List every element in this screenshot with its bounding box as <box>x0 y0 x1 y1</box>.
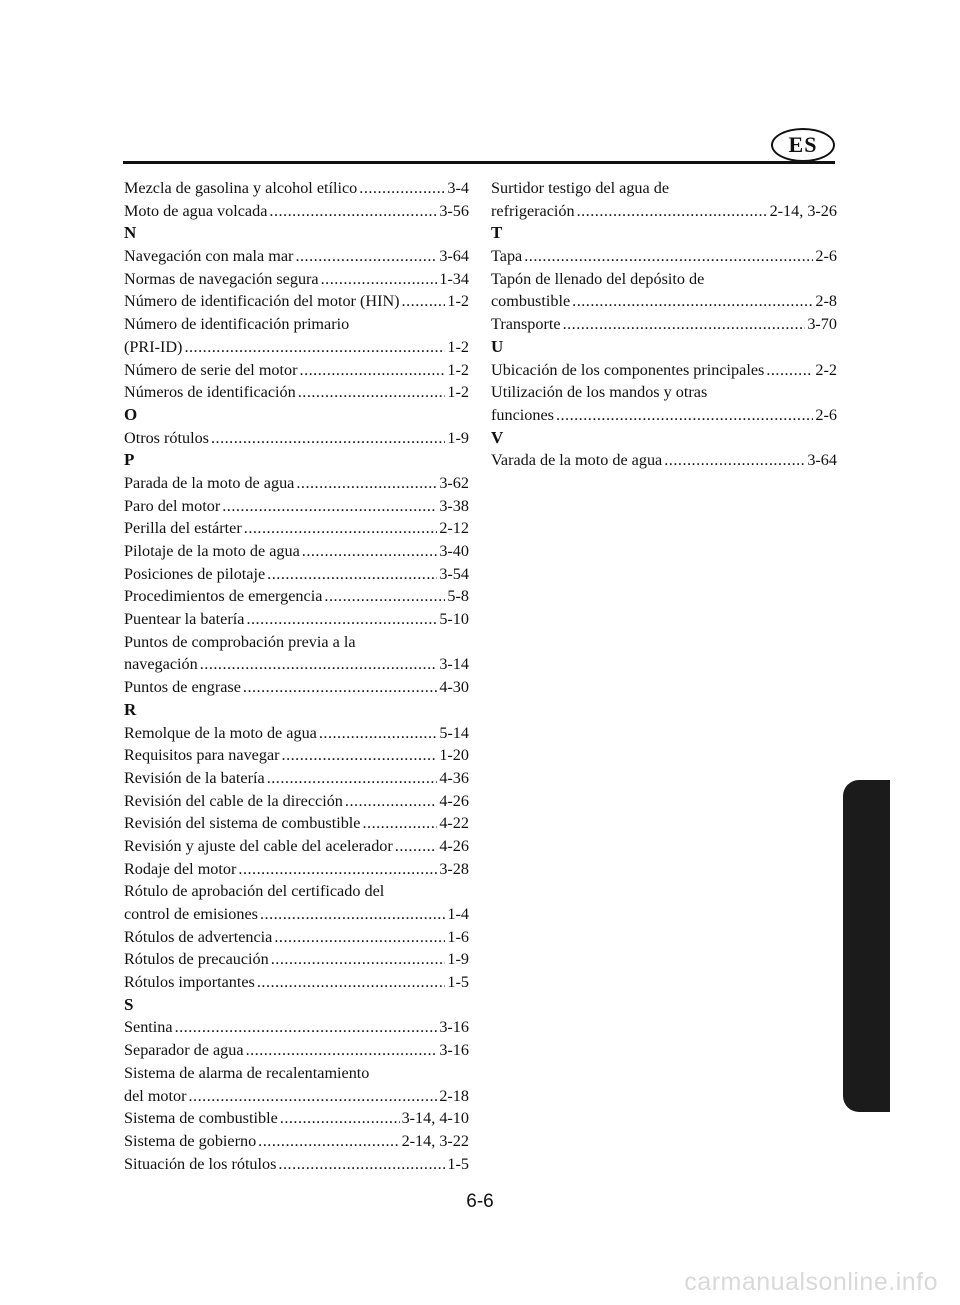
index-entry-term: Tapa <box>491 247 523 266</box>
index-entry-page: 2-6 <box>815 405 837 424</box>
index-entry-continued: Número de identificación primario <box>124 315 350 334</box>
index-entry-page: 3-64 <box>807 451 837 470</box>
index-entry-page: 4-36 <box>439 768 469 787</box>
dot-leader <box>295 245 437 268</box>
index-entry-continued: Tapón de llenado del depósito de <box>491 269 705 288</box>
index-entry <box>124 585 469 608</box>
index-entry <box>124 563 469 586</box>
index-entry-term: del motor <box>124 1086 187 1105</box>
index-entry-term: Rótulos de advertencia <box>124 927 273 946</box>
index-entry-page: 5-8 <box>447 587 469 606</box>
dot-leader <box>556 404 813 427</box>
dot-leader <box>524 245 813 268</box>
index-entry <box>124 495 469 518</box>
index-entry-page: 1-9 <box>447 428 469 447</box>
index-entry-page: 1-4 <box>447 905 469 923</box>
index-entry-page: 3-28 <box>439 859 469 878</box>
index-entry-term: Rótulos importantes <box>124 973 255 992</box>
dot-leader <box>269 200 437 223</box>
index-entry-term: Puentear la batería <box>124 610 245 629</box>
index-entry <box>124 608 469 631</box>
index-entry <box>491 200 837 223</box>
index-entry-term: Perilla del estárter <box>124 519 242 538</box>
index-entry-page: 3-14 <box>439 655 469 674</box>
index-entry-page: 3-38 <box>439 496 469 515</box>
index-entry-term: control de emisiones <box>124 905 258 923</box>
index-entry-page: 1-2 <box>447 383 469 402</box>
dot-leader <box>175 1016 438 1039</box>
index-entry-page: 3-14, 4-10 <box>401 1109 469 1128</box>
dot-leader <box>278 1153 445 1176</box>
dot-leader <box>280 1107 400 1130</box>
index-entry <box>124 653 469 676</box>
index-entry-page: 1-2 <box>447 337 469 356</box>
index-entry-term: Parada de la moto de agua <box>124 473 295 492</box>
index-entry <box>124 767 469 790</box>
index-entry-term: (PRI-ID) <box>124 337 183 356</box>
index-letter-heading: R <box>124 699 137 719</box>
index-entry-page: 2-8 <box>815 292 837 311</box>
dot-leader <box>302 540 438 563</box>
index-entry-term: Rótulos de precaución <box>124 950 269 969</box>
index-column-right <box>491 177 837 472</box>
dot-leader <box>274 926 445 949</box>
index-entry-page: 1-5 <box>447 973 469 992</box>
index-entry-continued: Puntos de comprobación previa a la <box>124 632 356 651</box>
index-entry-term: Varada de la moto de agua <box>491 451 663 470</box>
index-entry <box>124 245 469 268</box>
dot-leader <box>246 1039 438 1062</box>
index-entry-page: 1-9 <box>447 950 469 969</box>
index-entry-term: refrigeración <box>491 201 575 220</box>
index-entry <box>491 245 837 268</box>
dot-leader <box>189 1085 438 1108</box>
index-entry <box>124 971 469 994</box>
index-entry-term: Revisión y ajuste del cable del acelerador <box>124 836 393 855</box>
index-entry <box>491 313 837 336</box>
index-entry-term: Puntos de engrase <box>124 678 241 697</box>
dot-leader <box>243 676 437 699</box>
index-entry <box>491 449 837 472</box>
dot-leader <box>211 427 445 450</box>
index-entry-term: Revisión del sistema de combustible <box>124 814 361 833</box>
index-entry-page: 1-20 <box>439 746 469 765</box>
index-entry <box>124 200 469 223</box>
index-letter-heading: N <box>124 223 137 243</box>
dot-leader <box>257 971 446 994</box>
index-entry <box>124 427 469 450</box>
index-entry <box>124 948 469 971</box>
index-entry <box>124 722 469 745</box>
index-entry-term: Revisión de la batería <box>124 768 265 787</box>
watermark: carmanualsonline.info <box>684 1268 938 1296</box>
dot-leader <box>362 812 437 835</box>
index-entry-term: Revisión del cable de la dirección <box>124 791 343 810</box>
index-entry-term: Requisitos para navegar <box>124 746 280 765</box>
index-entry-term: Moto de agua volcada <box>124 201 268 220</box>
dot-leader <box>300 359 446 382</box>
index-entry-page: 1-2 <box>447 360 469 379</box>
section-thumb-tab <box>843 780 890 1112</box>
dot-leader <box>200 653 438 676</box>
dot-leader <box>222 495 437 518</box>
header-rule <box>123 161 835 164</box>
index-entry-page: 3-54 <box>439 564 469 583</box>
index-entry <box>124 790 469 813</box>
index-entry <box>124 1153 469 1176</box>
index-entry-term: navegación <box>124 655 198 674</box>
dot-leader <box>359 177 445 200</box>
index-entry <box>124 1130 469 1153</box>
index-entry <box>124 1016 469 1039</box>
dot-leader <box>664 449 805 472</box>
index-entry-page: 5-14 <box>439 723 469 742</box>
dot-leader <box>563 313 806 336</box>
index-entry-term: Separador de agua <box>124 1041 244 1060</box>
index-entry-page: 1-34 <box>439 269 469 288</box>
dot-leader <box>244 517 438 540</box>
index-entry <box>124 381 469 404</box>
index-entry-term: Sentina <box>124 1018 173 1037</box>
index-entry <box>124 835 469 858</box>
index-entry-page: 2-14, 3-22 <box>401 1131 469 1150</box>
index-entry-page: 4-30 <box>439 678 469 697</box>
index-entry-page: 2-14, 3-26 <box>769 201 837 220</box>
index-entry-term: Número de serie del motor <box>124 360 298 379</box>
index-entry-term: Situación de los rótulos <box>124 1154 277 1173</box>
index-letter-heading: O <box>124 404 138 424</box>
index-entry-continued: Sistema de alarma de recalentamiento <box>124 1063 370 1082</box>
dot-leader <box>395 835 438 858</box>
index-entry-term: Número de identificación del motor (HIN) <box>124 292 400 311</box>
index-entry-term: Otros rótulos <box>124 428 209 447</box>
index-entry-page: 3-70 <box>807 315 837 334</box>
dot-leader <box>260 903 445 926</box>
index-entry <box>124 268 469 291</box>
dot-leader <box>766 359 813 382</box>
index-entry <box>124 359 469 382</box>
dot-leader <box>345 790 437 813</box>
dot-leader <box>271 948 446 971</box>
index-entry-term: Mezcla de gasolina y alcohol etílico <box>124 179 358 197</box>
dot-leader <box>572 290 813 313</box>
index-entry-page: 3-4 <box>447 179 469 197</box>
dot-leader <box>258 1130 399 1153</box>
index-entry-page: 2-2 <box>815 360 837 379</box>
index-entry <box>491 359 837 382</box>
dot-leader <box>267 563 437 586</box>
index-entry-term: Pilotaje de la moto de agua <box>124 542 300 560</box>
dot-leader <box>246 608 437 631</box>
index-entry-term: Posiciones de pilotaje <box>124 564 266 583</box>
dot-leader <box>319 722 437 745</box>
index-entry-term: Procedimientos de emergencia <box>124 587 323 606</box>
index-entry-term: Navegación con mala mar <box>124 247 294 266</box>
dot-leader <box>577 200 768 223</box>
dot-leader <box>184 336 445 359</box>
index-entry-term: Normas de navegación segura <box>124 269 319 288</box>
dot-leader <box>267 767 438 790</box>
index-letter-heading: V <box>491 427 504 447</box>
index-letter-heading: P <box>124 450 135 470</box>
dot-leader <box>298 381 446 404</box>
index-entry-term: funciones <box>491 405 554 424</box>
index-entry <box>124 676 469 699</box>
index-entry-page: 3-56 <box>439 201 469 220</box>
index-entry-term: Paro del motor <box>124 496 221 515</box>
index-entry <box>124 744 469 767</box>
dot-leader <box>296 472 437 495</box>
index-entry <box>491 290 837 313</box>
index-entry <box>124 517 469 540</box>
index-entry-page: 1-5 <box>447 1154 469 1173</box>
index-entry-page: 1-2 <box>447 292 469 311</box>
page-number: 6-6 <box>466 1191 494 1212</box>
index-entry <box>124 812 469 835</box>
index-entry-page: 4-22 <box>439 814 469 833</box>
index-entry <box>124 1107 469 1130</box>
index-entry-page: 3-64 <box>439 247 469 266</box>
index-entry <box>124 336 469 359</box>
index-letter-heading: U <box>491 336 504 356</box>
index-entry <box>124 177 469 200</box>
index-entry-page: 3-62 <box>439 473 469 492</box>
dot-leader <box>321 268 438 291</box>
dot-leader <box>324 585 445 608</box>
index-entry-term: combustible <box>491 292 571 311</box>
index-entry-term: Sistema de combustible <box>124 1109 278 1128</box>
index-entry-page: 4-26 <box>439 791 469 810</box>
index-entry <box>124 472 469 495</box>
index-entry-continued: Surtidor testigo del agua de <box>491 179 670 197</box>
index-entry <box>124 1039 469 1062</box>
index-column-left <box>124 177 469 1175</box>
index-entry-continued: Utilización de los mandos y otras <box>491 383 708 402</box>
index-entry-term: Rodaje del motor <box>124 859 237 878</box>
index-entry-page: 3-16 <box>439 1041 469 1060</box>
index-entry-term: Números de identificación <box>124 383 296 402</box>
index-entry-page: 2-6 <box>815 247 837 266</box>
index-entry <box>124 858 469 881</box>
dot-leader <box>282 744 438 767</box>
index-entry-term: Sistema de gobierno <box>124 1131 257 1150</box>
index-entry-page: 4-26 <box>439 836 469 855</box>
dot-leader <box>402 290 446 313</box>
index-entry <box>124 540 469 563</box>
index-entry-page: 2-18 <box>439 1086 469 1105</box>
index-entry <box>491 404 837 427</box>
index-entry <box>124 903 469 926</box>
index-entry-page: 3-16 <box>439 1018 469 1037</box>
dot-leader <box>238 858 437 881</box>
index-entry-page: 2-12 <box>439 519 469 538</box>
index-entry-continued: Rótulo de aprobación del certificado del <box>124 882 385 901</box>
index-entry-page: 5-10 <box>439 610 469 629</box>
index-letter-heading: T <box>491 223 503 243</box>
index-letter-heading: S <box>124 994 134 1014</box>
index-entry-page: 3-40 <box>439 542 469 560</box>
index-entry <box>124 290 469 313</box>
index-entry-term: Ubicación de los componentes principales <box>491 360 765 379</box>
index-entry-term: Remolque de la moto de agua <box>124 723 317 742</box>
index-entry <box>124 926 469 949</box>
index-entry-page: 1-6 <box>447 927 469 946</box>
index-entry <box>124 1085 469 1108</box>
index-entry-term: Transporte <box>491 315 561 334</box>
language-badge: ES <box>771 128 835 162</box>
